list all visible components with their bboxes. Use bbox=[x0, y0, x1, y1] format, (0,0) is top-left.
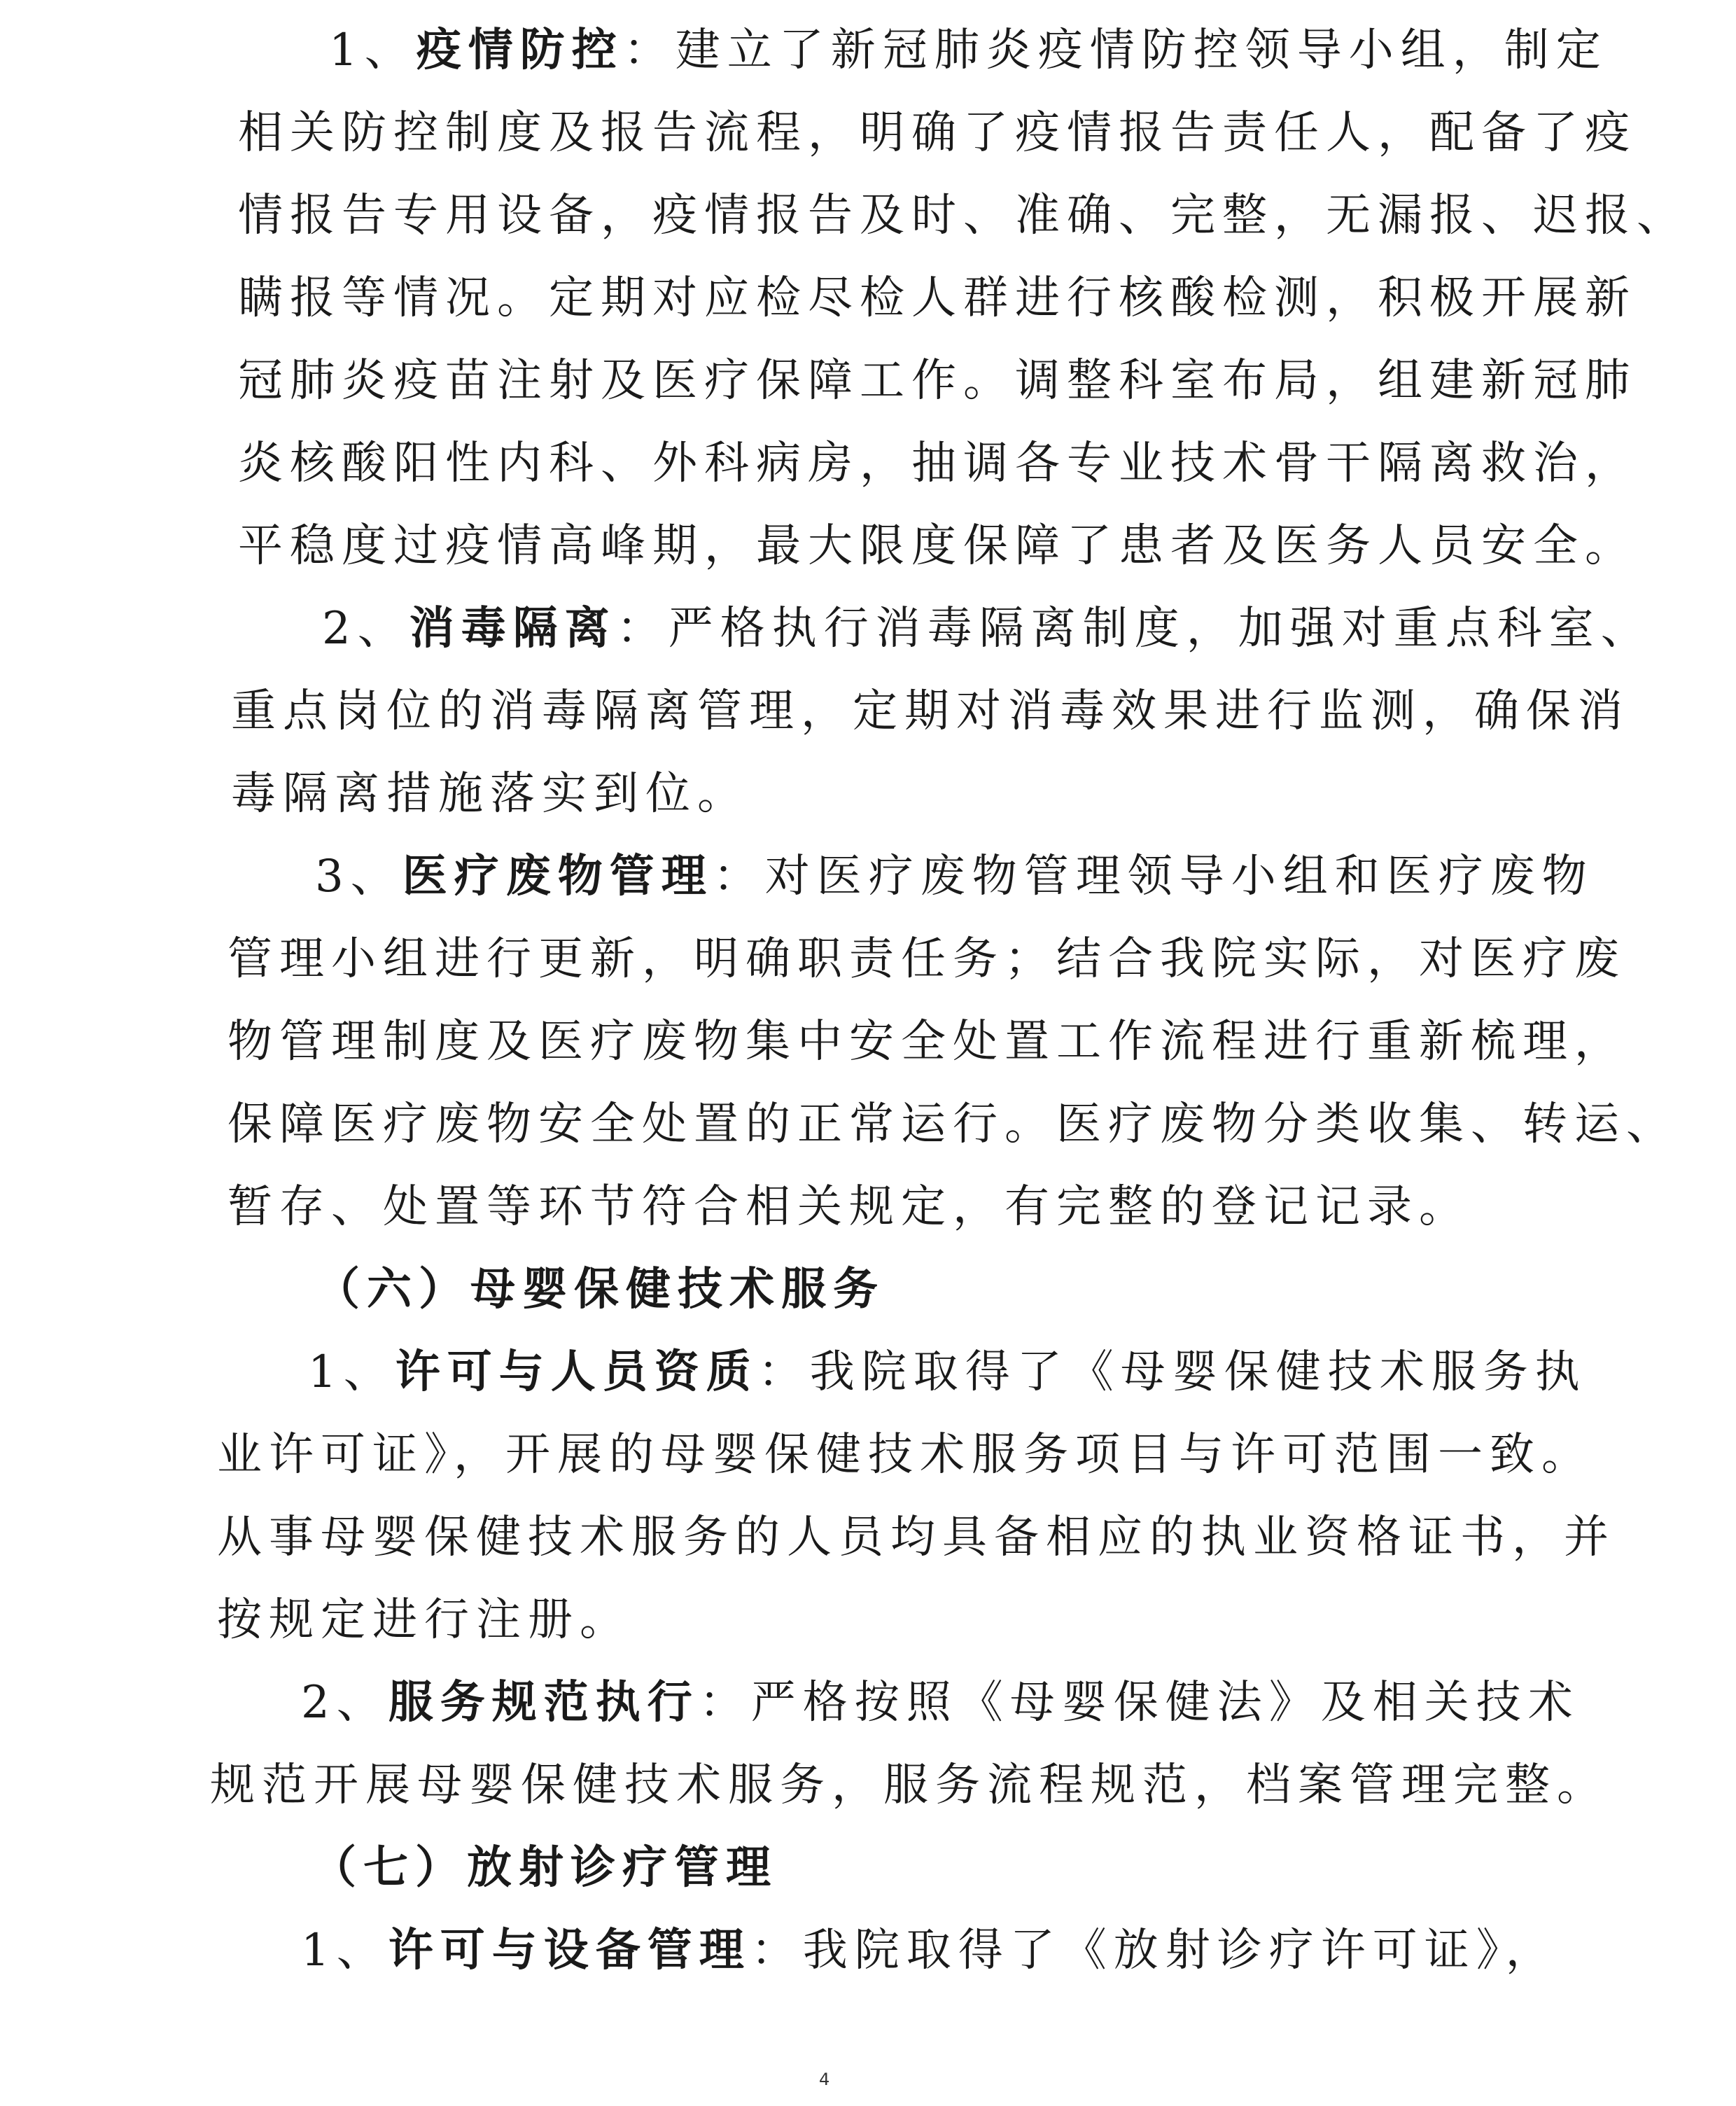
item-title: 服务规范执行 bbox=[388, 1676, 699, 1729]
paragraph-line: 按规定进行注册。 bbox=[217, 1594, 631, 1646]
item-title: 医疗废物管理 bbox=[402, 850, 713, 902]
item-title: 许可与人员资质 bbox=[395, 1346, 758, 1398]
item-number: 2、 bbox=[322, 603, 410, 655]
paragraph-line: 业许可证》，开展的母婴保健技术服务项目与许可范围一致。 bbox=[217, 1429, 1593, 1481]
paragraph-line: 规范开展母婴保健技术服务，服务流程规范，档案管理完整。 bbox=[210, 1759, 1609, 1811]
paragraph-line: 管理小组进行更新，明确职责任务；结合我院实际，对医疗废 bbox=[227, 933, 1626, 985]
section-heading-radiology: （七）放射诊疗管理 bbox=[312, 1841, 778, 1894]
paragraph-license-staff-line-1: 1、许可与人员资质：我院取得了《母婴保健技术服务执 bbox=[308, 1346, 1587, 1398]
paragraph-line: 炎核酸阳性内科、外科病房，抽调各专业技术骨干隔离救治， bbox=[238, 438, 1637, 489]
item-title: 消毒隔离 bbox=[409, 602, 617, 655]
paragraph-line: 保障医疗废物安全处置的正常运行。医疗废物分类收集、转运、 bbox=[227, 1099, 1678, 1150]
item-number: 3、 bbox=[315, 851, 402, 902]
paragraph-epidemic-line-1: 1、疫情防控：建立了新冠肺炎疫情防控领导小组，制定 bbox=[329, 24, 1608, 76]
paragraph-line: 从事母婴保健技术服务的人员均具备相应的执业资格证书，并 bbox=[217, 1512, 1616, 1563]
item-number: 1、 bbox=[308, 1346, 396, 1398]
paragraph-line: 平稳度过疫情高峰期，最大限度保障了患者及医务人员安全。 bbox=[238, 520, 1637, 572]
paragraph-service-norms-line-1: 2、服务规范执行：严格按照《母婴保健法》及相关技术 bbox=[301, 1676, 1580, 1729]
paragraph-line: 冠肺炎疫苗注射及医疗保障工作。调整科室布局，组建新冠肺 bbox=[238, 355, 1637, 407]
paragraph-line: 暂存、处置等环节符合相关规定，有完整的登记记录。 bbox=[227, 1181, 1471, 1233]
paragraph-line: 毒隔离措施落实到位。 bbox=[231, 768, 749, 820]
paragraph-line: 物管理制度及医疗废物集中安全处置工作流程进行重新梳理， bbox=[227, 1016, 1626, 1068]
item-number: 1、 bbox=[329, 25, 416, 76]
paragraph-line: 情报告专用设备，疫情报告及时、准确、完整，无漏报、迟报、 bbox=[238, 190, 1688, 242]
section-heading-maternal-child: （六）母婴保健技术服务 bbox=[315, 1263, 885, 1316]
paragraph-medical-waste-line-1: 3、医疗废物管理：对医疗废物管理领导小组和医疗废物 bbox=[315, 850, 1594, 902]
paragraph-radiology-license-line-1: 1、许可与设备管理：我院取得了《放射诊疗许可证》， bbox=[301, 1924, 1558, 1976]
item-title: 许可与设备管理 bbox=[388, 1924, 751, 1976]
item-number: 1、 bbox=[301, 1925, 388, 1976]
page-number: 4 bbox=[819, 2070, 830, 2089]
paragraph-line: 重点岗位的消毒隔离管理，定期对消毒效果进行监测，确保消 bbox=[231, 685, 1630, 737]
item-number: 2、 bbox=[301, 1677, 388, 1729]
paragraph-line: 瞒报等情况。定期对应检尽检人群进行核酸检测，积极开展新 bbox=[238, 272, 1637, 324]
paragraph-line: 相关防控制度及报告流程，明确了疫情报告责任人，配备了疫 bbox=[238, 107, 1637, 159]
paragraph-disinfection-line-1: 2、消毒隔离：严格执行消毒隔离制度，加强对重点科室、 bbox=[322, 602, 1653, 655]
item-title: 疫情防控 bbox=[416, 24, 624, 76]
